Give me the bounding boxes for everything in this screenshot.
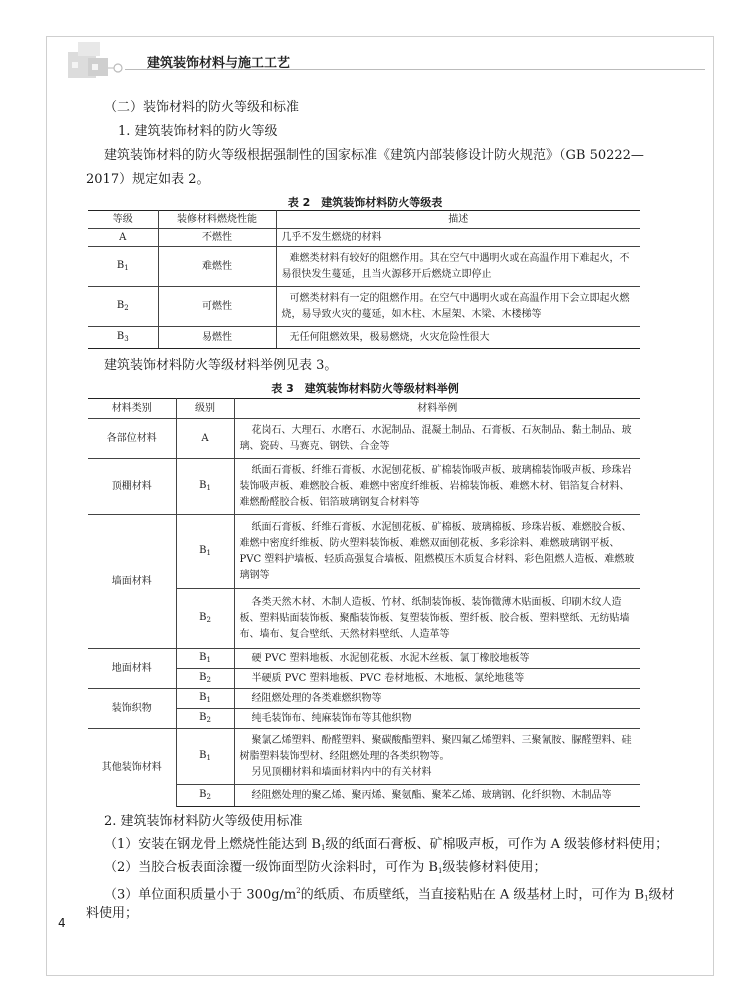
paragraph-1-line-1: 建筑装饰材料的防火等级根据强制性的国家标准《建筑内部装修设计防火规范》（GB 50222— bbox=[104, 148, 644, 163]
examples-cell: 半硬质 PVC 塑料地板、PVC 卷材地板、木地板、氯纶地毯等 bbox=[234, 669, 640, 689]
rule-3-line-2: 料使用； bbox=[86, 906, 139, 921]
description-cell: 可燃类材料有一定的阻燃作用。在空气中遇明火或在高温作用下会立即起火燃 烧，易导致火灾的蔓延，如木柱、木屋架、木梁、木楼梯等 bbox=[276, 287, 640, 327]
paragraph-2: 建筑装饰材料防火等级材料举例见表 3。 bbox=[104, 358, 338, 373]
paragraph-1-line-2: 2017）规定如表 2。 bbox=[86, 172, 210, 187]
table-row bbox=[88, 649, 640, 669]
table-row bbox=[88, 689, 640, 709]
table-2-header-row bbox=[88, 211, 640, 229]
level-cell: $B_1$ bbox=[176, 515, 234, 589]
level-cell: A bbox=[176, 419, 234, 459]
performance-cell: 可燃性 bbox=[158, 287, 276, 327]
category-cell: 地面材料 bbox=[88, 649, 176, 689]
description-cell: 难燃类材料有较好的阻燃作用。其在空气中遇明火或在高温作用下难起火，不 易很快发生蔓延，且当火源移开后燃烧立即停止 bbox=[276, 247, 640, 287]
grade-cell: A bbox=[88, 229, 158, 247]
table-row bbox=[88, 459, 640, 515]
rule-3-line-1: （3）单位面积质量小于 $300g/m^2$的纸质、布质壁纸，当直接粘贴在 A 级基材上时，可作为 $B_1$级材 bbox=[104, 887, 675, 903]
grade-cell: $B_3$ bbox=[88, 327, 158, 349]
grade-cell: $B_2$ bbox=[88, 287, 158, 327]
col-header-level: 级别 bbox=[176, 399, 234, 419]
examples-cell: 硬 PVC 塑料地板、水泥刨花板、水泥木丝板、氯丁橡胶地板等 bbox=[234, 649, 640, 669]
col-header-category: 材料类别 bbox=[88, 399, 176, 419]
performance-cell: 易燃性 bbox=[158, 327, 276, 349]
section-heading: （二）装饰材料的防火等级和标准 bbox=[104, 100, 300, 115]
examples-cell: 纯毛装饰布、纯麻装饰布等其他织物 bbox=[234, 709, 640, 729]
subheading-2: 2. 建筑装饰材料防火等级使用标准 bbox=[104, 814, 303, 829]
table-3 bbox=[88, 398, 640, 807]
subheading-1: 1. 建筑装饰材料的防火等级 bbox=[118, 124, 278, 139]
table-2 bbox=[88, 210, 640, 349]
examples-cell: 纸面石膏板、纤维石膏板、水泥刨花板、矿棉装饰吸声板、玻璃棉装饰吸声板、珍珠岩 装饰吸声板、难燃胶合板、难燃中密度纤维板、岩棉装饰板、难燃木材、铝箔复合材料、 难燃酚醛胶合板、铝箔玻璃钢复合材料等 bbox=[234, 459, 640, 515]
page-number: 4 bbox=[58, 916, 66, 930]
table-row bbox=[88, 419, 640, 459]
col-header-examples: 材料举例 bbox=[234, 399, 640, 419]
table-3-caption: 表 3 建筑装饰材料防火等级材料举例 bbox=[271, 382, 459, 395]
level-cell: $B_2$ bbox=[176, 709, 234, 729]
examples-cell: 各类天然木材、木制人造板、竹材、纸制装饰板、装饰微薄木贴面板、印刷木纹人造 板、塑料贴面装饰板、聚酯装饰板、复塑装饰板、塑纤板、胶合板、塑料壁纸、无纺贴墙 布、墙布、复合壁纸、天然材料壁纸、人造革等 bbox=[234, 589, 640, 649]
level-cell: $B_1$ bbox=[176, 649, 234, 669]
table-row bbox=[88, 247, 640, 287]
examples-cell: 经阻燃处理的聚乙烯、聚丙烯、聚氨酯、聚苯乙烯、玻璃钢、化纤织物、木制品等 bbox=[234, 785, 640, 807]
level-cell: $B_1$ bbox=[176, 689, 234, 709]
category-cell: 其他装饰材料 bbox=[88, 729, 176, 807]
examples-cell: 纸面石膏板、纤维石膏板、水泥刨花板、矿棉板、玻璃棉板、珍珠岩板、难燃胶合板、 难燃中密度纤维板、防火塑料装饰板、难燃双面刨花板、多彩涂料、难燃玻璃钢平板、 PVC 塑料护墙板、轻质高强复合墙板、阻燃模压木质复合材料、彩色阻燃人造板、难燃玻 璃钢等 bbox=[234, 515, 640, 589]
performance-cell: 难燃性 bbox=[158, 247, 276, 287]
level-cell: $B_1$ bbox=[176, 729, 234, 785]
table-row bbox=[88, 229, 640, 247]
level-cell: $B_2$ bbox=[176, 589, 234, 649]
description-cell: 无任何阻燃效果，极易燃烧，火灾危险性很大 bbox=[276, 327, 640, 349]
category-cell: 墙面材料 bbox=[88, 515, 176, 649]
rule-2: （2）当胶合板表面涂覆一级饰面型防火涂料时，可作为 $B_1$级装修材料使用； bbox=[104, 860, 547, 875]
table-2-caption: 表 2 建筑装饰材料防火等级表 bbox=[287, 196, 443, 209]
table-row bbox=[88, 729, 640, 785]
level-cell: $B_1$ bbox=[176, 459, 234, 515]
category-cell: 各部位材料 bbox=[88, 419, 176, 459]
grade-cell: $B_1$ bbox=[88, 247, 158, 287]
header-title: 建筑装饰材料与施工工艺 bbox=[147, 56, 291, 71]
examples-cell: 花岗石、大理石、水磨石、水泥制品、混凝土制品、石膏板、石灰制品、黏土制品、玻 璃、瓷砖、马赛克、钢铁、合金等 bbox=[234, 419, 640, 459]
level-cell: $B_2$ bbox=[176, 785, 234, 807]
table-row bbox=[88, 287, 640, 327]
table-row bbox=[88, 327, 640, 349]
description-cell: 几乎不发生燃烧的材料 bbox=[276, 229, 640, 247]
table-3-header-row bbox=[88, 399, 640, 419]
examples-cell: 聚氯乙烯塑料、酚醛塑料、聚碳酸酯塑料、聚四氟乙烯塑料、三聚氰胺、脲醛塑料、硅 树脂塑料装饰型材、经阻燃处理的各类织物等。 另见顶棚材料和墙面材料内中的有关材料 bbox=[234, 729, 640, 785]
category-cell: 装饰织物 bbox=[88, 689, 176, 729]
col-header-grade: 等级 bbox=[88, 211, 158, 229]
col-header-description: 描述 bbox=[276, 211, 640, 229]
level-cell: $B_2$ bbox=[176, 669, 234, 689]
table-row bbox=[88, 515, 640, 589]
header-logo-icon bbox=[62, 38, 128, 80]
performance-cell: 不燃性 bbox=[158, 229, 276, 247]
header-rule bbox=[125, 69, 705, 70]
rule-1: （1）安装在钢龙骨上燃烧性能达到 $B_1$级的纸面石膏板、矿棉吸声板，可作为 A 级装修材料使用； bbox=[104, 837, 669, 852]
category-cell: 顶棚材料 bbox=[88, 459, 176, 515]
col-header-performance: 装修材料燃烧性能 bbox=[158, 211, 276, 229]
examples-cell: 经阻燃处理的各类难燃织物等 bbox=[234, 689, 640, 709]
